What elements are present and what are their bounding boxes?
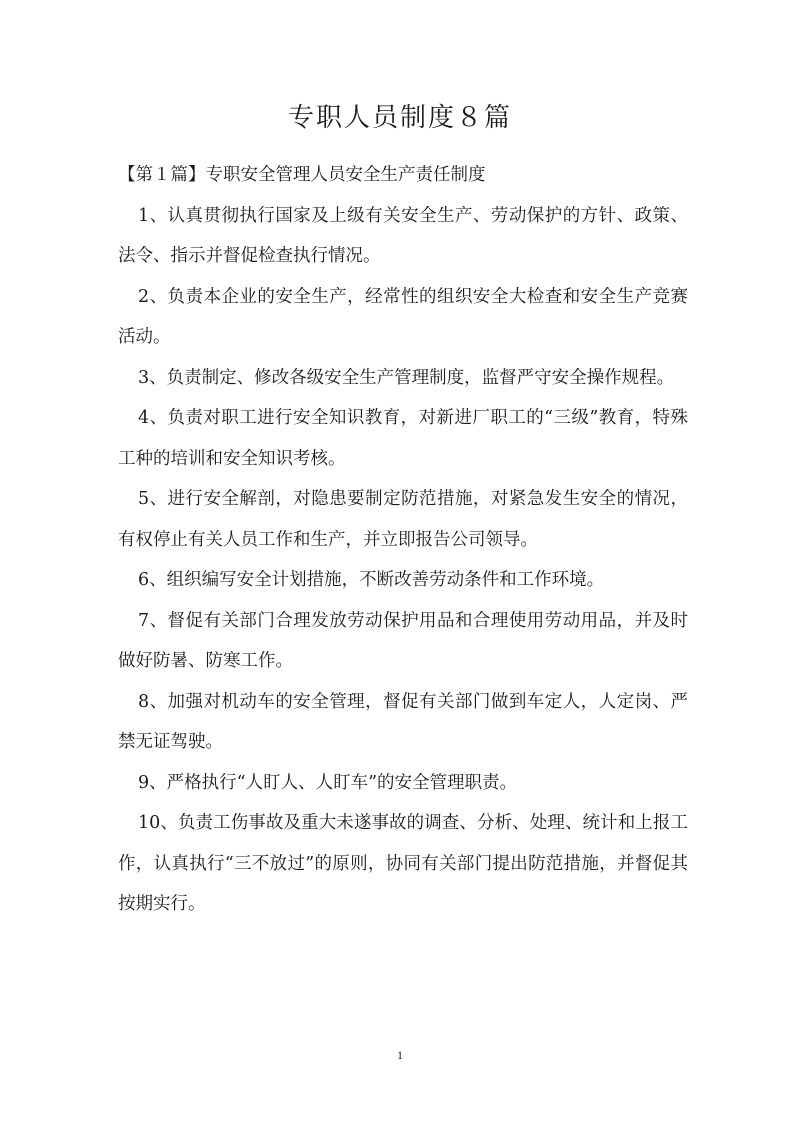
paragraph-5: 5、进行安全解剖，对隐患要制定防范措施，对紧急发生安全的情况，有权停止有关人员工作和生产，并立即报告公司领导。 <box>118 489 688 550</box>
paragraph-7: 7、督促有关部门合理发放劳动保护用品和合理使用劳动用品，并及时做好防暑、防寒工作。 <box>118 610 688 671</box>
paragraph-9: 9、严格执行“人盯人、人盯车”的安全管理职责。 <box>138 772 518 793</box>
document-body <box>118 155 688 925</box>
paragraph-4: 4、负责对职工进行安全知识教育，对新进厂职工的“三级”教育，特殊工种的培训和安全知识考核。 <box>118 408 688 469</box>
section-heading: 【第１篇】专职安全管理人员安全生产责任制度 <box>118 165 486 185</box>
paragraph-8: 8、加强对机动车的安全管理，督促有关部门做到车定人，人定岗、严禁无证驾驶。 <box>118 691 688 752</box>
document-title: 专职人员制度８篇 <box>287 103 512 133</box>
page-number: 1 <box>397 1048 403 1062</box>
paragraph-3: 3、负责制定、修改各级安全生产管理制度，监督严守安全操作规程。 <box>138 367 675 388</box>
paragraph-1: 1、认真贯彻执行国家及上级有关安全生产、劳动保护的方针、政策、法令、指示并督促检查执行情况。 <box>118 205 688 266</box>
paragraph-10: 10、负责工伤事故及重大未遂事故的调查、分析、处理、统计和上报工作，认真执行“三不放过”的原则，协同有关部门提出防范措施，并督促其按期实行。 <box>118 813 688 914</box>
paragraph-6: 6、组织编写安全计划措施，不断改善劳动条件和工作环境。 <box>138 570 605 590</box>
paragraph-2: 2、负责本企业的安全生产，经常性的组织安全大检查和安全生产竞赛活动。 <box>118 286 688 347</box>
